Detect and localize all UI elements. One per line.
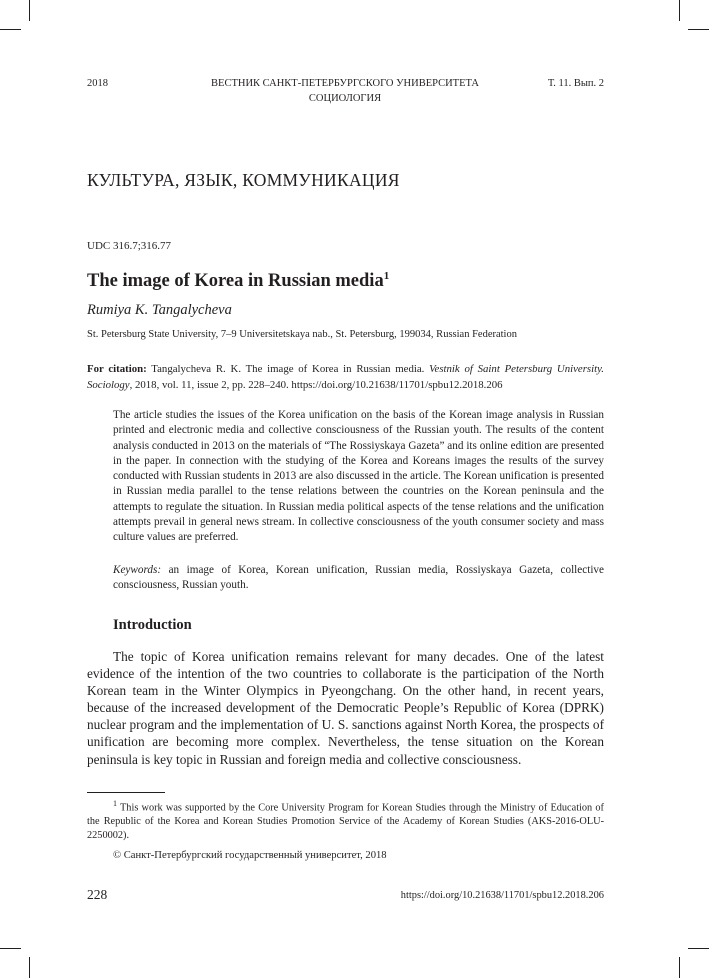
keywords-label: Keywords: bbox=[113, 564, 162, 576]
crop-mark-bottom-right-v bbox=[679, 957, 680, 978]
article-title-text: The image of Korea in Russian media bbox=[87, 271, 384, 292]
article-title bbox=[87, 270, 389, 292]
title-footnote-mark: 1 bbox=[383, 270, 390, 282]
page-number: 228 bbox=[87, 887, 108, 902]
crop-mark-bottom-left-h bbox=[0, 948, 21, 949]
author-name: Rumiya K. Tangalycheva bbox=[87, 302, 232, 318]
doi-link[interactable]: https://doi.org/10.21638/11701/spbu12.2018.206 bbox=[400, 890, 604, 901]
crop-mark-top-right-v bbox=[679, 0, 680, 21]
abstract-text: The article studies the issues of the Korea unification on the basis of the Korean image analysis in Russian printed and electronic media and collective consciousness of the Russian youth. The results of the content analysis conducted in 2013 on the materials of “The Rossiyskaya Gazeta” and its online edition are presented in the paper. In connection with the studying of the Korea and Koreans images the results of the survey conducted with Russian students in 2013 are also discussed in the article. The Korean unification is presented in Russian media parallel to the tense relations between the countries on the Korean peninsula and the attempts to regulate the situation. In Russian media political aspects of the tense relations and the unification attempts prevail in general news stream. In collective consciousness of the youth consumer society and mass culture values are preferred. bbox=[113, 409, 604, 544]
crop-mark-top-left-v bbox=[29, 0, 30, 21]
header-year: 2018 bbox=[87, 78, 108, 89]
author-affiliation: St. Petersburg State University, 7–9 Universitetskaya nab., St. Petersburg, 199034, Russian Federation bbox=[87, 329, 517, 340]
crop-mark-top-right-h bbox=[688, 29, 709, 30]
header-journal-line2: СОЦИОЛОГИЯ bbox=[308, 93, 382, 104]
citation-block bbox=[87, 362, 604, 393]
header-journal-title bbox=[160, 77, 530, 106]
footnote-rule bbox=[87, 792, 165, 793]
footnote-mark: 1 bbox=[113, 799, 117, 808]
crop-mark-bottom-left-v bbox=[29, 957, 30, 978]
footnote-text: This work was supported by the Core University Program for Korean Studies through the Ministry of Education of the Republic of the Korea and Korean Studies Promotion Service of the Academy of Korean Studies (AKS-2016-OLU-2250002). bbox=[87, 802, 604, 841]
header-journal-line1: ВЕСТНИК САНКТ-ПЕТЕРБУРГСКОГО УНИВЕРСИТЕТА bbox=[211, 78, 479, 89]
crop-mark-bottom-right-h bbox=[688, 948, 709, 949]
keywords-text: an image of Korea, Korean unification, Russian media, Rossiyskaya Gazeta, collective consciousness, Russian youth. bbox=[113, 564, 604, 592]
abstract bbox=[113, 408, 604, 546]
udc-code: UDC 316.7;316.77 bbox=[87, 240, 172, 252]
footnote bbox=[87, 797, 604, 842]
introduction-heading: Introduction bbox=[113, 617, 192, 633]
copyright-line: © Санкт-Петербургский государственный университет, 2018 bbox=[113, 850, 387, 861]
citation-label: For citation: bbox=[87, 363, 147, 375]
citation-details: , 2018, vol. 11, issue 2, pp. 228–240. https://doi.org/10.21638/11701/spbu12.2018.206 bbox=[129, 378, 503, 391]
crop-mark-top-left-h bbox=[0, 29, 21, 30]
header-volume: Т. 11. Вып. 2 bbox=[547, 78, 604, 89]
introduction-paragraph: The topic of Korea unification remains relevant for many decades. One of the latest evidence of the intention of the two countries to collaborate is the participation of the North Korean team in the Winter Olympics in Pyeongchang. On the other hand, in recent years, because of the increased development of the Democratic People’s Republic of Korea (DPRK) nuclear program and the implementation of U. S. sanctions against North Korea, the prospects of unification are becoming more complex. Nevertheless, the tense situation on the Korean peninsula is key topic in Russian and foreign media and collective consciousness. bbox=[87, 649, 604, 767]
citation-text: Tangalycheva R. K. The image of Korea in Russian media. bbox=[146, 363, 430, 375]
keywords bbox=[113, 563, 604, 594]
citation-journal: Vestnik of Saint Petersburg University. Sociology bbox=[87, 363, 604, 391]
section-heading: КУЛЬТУРА, ЯЗЫК, КОММУНИКАЦИЯ bbox=[87, 170, 400, 190]
